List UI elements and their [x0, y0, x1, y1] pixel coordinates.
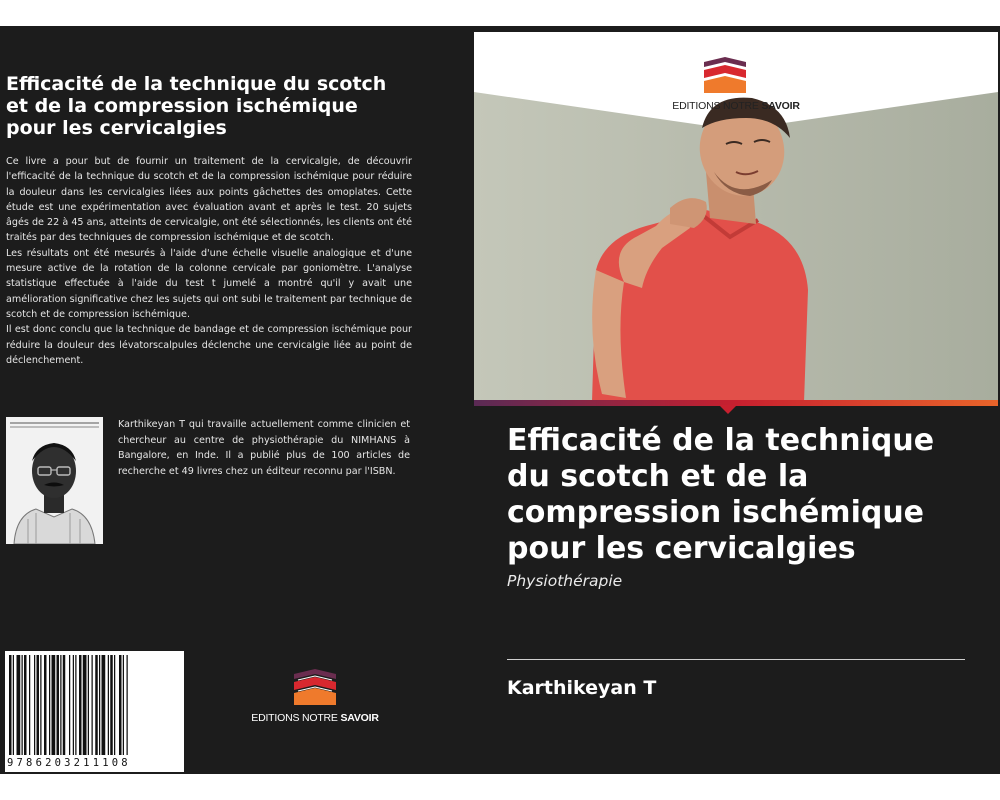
barcode-bar — [9, 655, 12, 755]
barcode-bar — [40, 655, 41, 755]
barcode-bar — [22, 655, 23, 755]
publisher-name-bold: SAVOIR — [761, 100, 800, 112]
series-name: Physiothérapie — [507, 572, 623, 590]
barcode-bar — [52, 655, 56, 755]
barcode-bar — [119, 655, 122, 755]
barcode-bar — [92, 655, 93, 755]
publisher-logo-icon — [700, 56, 750, 96]
barcode-bar — [37, 655, 40, 755]
barcode-bar — [99, 655, 100, 755]
author-portrait — [6, 417, 103, 544]
publisher-name — [240, 712, 390, 724]
front-cover-author: Karthikeyan T — [507, 677, 657, 699]
barcode-bar — [17, 655, 21, 755]
publisher-name-regular: EDITIONS NOTRE — [672, 100, 762, 112]
barcode-bar — [34, 655, 35, 755]
front-cover-photo — [474, 32, 998, 402]
blurb-paragraph: Ce livre a pour but de fournir un traitement de la cervicalgie, de découvrir l'efficacité de la technique du scotch et de la compression ischémique pour réduire la douleur dans les cervicalgies liées aux points gâchettes des omoplates. Cette étude est une expérimentation avec évaluation avant et après le test. 20 sujets âgés de 22 à 45 ans, atteints de cervicalgie, ont été sélectionnés, les clients ont été traités par des techniques de compression ischémique et de scotch. — [6, 156, 412, 244]
barcode-icon — [5, 651, 184, 772]
publisher-name — [474, 100, 998, 112]
blurb-paragraph: Les résultats ont été mesurés à l'aide d'une échelle visuelle analogique et d'une mesure active de la rotation de la colonne cervicale par goniomètre. L'analyse statistique effectuée à l'aide du test t jumelé a montré qu'il y avait une amélioration significative chez les sujets qui ont subi le traitement par technique de scotch et de compression ischémique. — [6, 247, 412, 320]
barcode-bar — [24, 655, 27, 755]
barcode-bar — [114, 655, 115, 755]
barcode-bar — [69, 655, 70, 755]
barcode-bar — [13, 655, 14, 755]
barcode-bar — [63, 655, 66, 755]
barcode-bar — [60, 655, 61, 755]
author-bio: Karthikeyan T qui travaille actuellement comme clinicien et chercheur au centre de physiothérapie du NIMHANS à Bangalore, en Inde. Il a publié plus de 100 articles de recherche et 49 livres chez un éditeur reconnu par l'ISBN. — [118, 419, 410, 477]
stripe-pointer — [719, 405, 737, 414]
isbn-barcode — [5, 651, 184, 772]
barcode-bar — [75, 655, 76, 755]
barcode-bar — [123, 655, 124, 755]
front-cover-title: Efficacité de la technique du scotch et de la compression ischémique pour les cervicalgies — [507, 423, 935, 566]
barcode-bar — [57, 655, 60, 755]
barcode-bar — [44, 655, 47, 755]
barcode-bar — [110, 655, 113, 755]
isbn-digits: 9786203211108 — [7, 757, 182, 769]
back-cover-title: Efficacité de la technique du scotch et de la compression ischémique pour les cervicalgies — [6, 73, 387, 139]
barcode-bar — [79, 655, 82, 755]
publisher-name-bold: SAVOIR — [340, 712, 379, 724]
blurb-paragraph: Il est donc conclu que la technique de bandage et de compression ischémique pour réduire la douleur des lévatorscalpules déclenche une cervicalgie liée au point de déclenchement. — [6, 324, 412, 366]
barcode-bar — [49, 655, 50, 755]
barcode-bar — [29, 655, 30, 755]
barcode-bar — [127, 655, 128, 755]
back-cover-blurb — [6, 154, 412, 368]
divider — [507, 659, 965, 660]
barcode-bar — [88, 655, 89, 755]
barcode-bar — [95, 655, 98, 755]
publisher-name-regular: EDITIONS NOTRE — [251, 712, 341, 724]
barcode-bar — [83, 655, 87, 755]
publisher-logo-icon — [290, 668, 340, 708]
publisher-logo-back — [240, 668, 390, 724]
barcode-bar — [102, 655, 106, 755]
barcode-bar — [73, 655, 74, 755]
barcode-bar — [108, 655, 109, 755]
